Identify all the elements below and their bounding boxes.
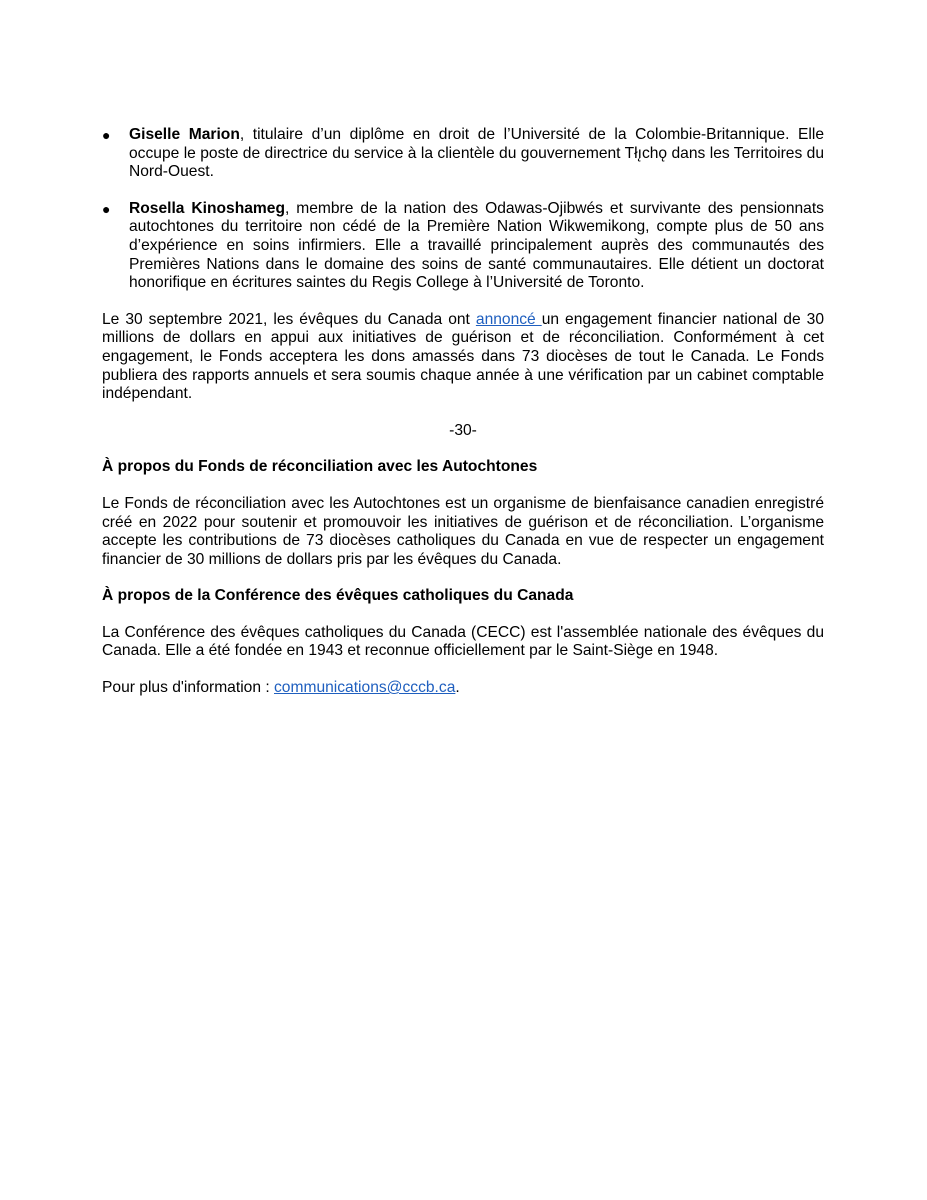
bullet-text: , membre de la nation des Odawas-Ojibwés et survivante des pensionnats autochtones du territoire non cédé de la Première Nation Wikwemikong, compte plus de 50 ans d’expérience en soins infirmiers. Elle a travaillé principalement auprès des communautés des Premières Nations dans le domaine des soins de santé communautaires. Elle détient un doctorat honorifique en écritures saintes du Regis College à l’Université de Toronto. xyxy=(129,199,824,292)
contact-prefix: Pour plus d'information : xyxy=(102,679,274,697)
cecc-section-body: La Conférence des évêques catholiques du Canada (CECC) est l'assemblée nationale des évêques du Canada. Elle a été fondée en 1943 et reconnue officiellement par le Saint-Siège en 1948. xyxy=(102,623,824,660)
contact-suffix: . xyxy=(455,679,460,697)
cecc-section-heading: À propos de la Conférence des évêques catholiques du Canada xyxy=(102,587,574,605)
announcement-link[interactable]: annoncé xyxy=(475,310,542,328)
announcement-text-after: un engagement financier national de 30 millions de dollars en appui aux initiatives de guérison et de réconciliation. Conformément à cet engagement, le Fonds acceptera les dons amassés dans 73 diocèses de tout le Canada. Le Fonds publiera des rapports annuels et sera soumis chaque année à une vérification par un cabinet comptable indépendant. xyxy=(102,310,824,403)
contact-line xyxy=(102,679,824,698)
bullet-icon: ● xyxy=(102,127,111,143)
announcement-paragraph xyxy=(102,311,824,404)
bullet-name: Rosella Kinoshameg xyxy=(129,199,285,217)
contact-email-link[interactable]: communications@cccb.ca xyxy=(274,679,456,697)
bullet-list xyxy=(102,126,824,293)
bullet-item-rosella-kinoshameg xyxy=(102,200,824,293)
bullet-icon: ● xyxy=(102,200,111,217)
bullet-item-giselle-marion xyxy=(102,126,824,182)
announcement-text-before: Le 30 septembre 2021, les évêques du Canada ont xyxy=(102,310,476,328)
document-page xyxy=(102,126,824,698)
bullet-text: , titulaire d’un diplôme en droit de l’Université de la Colombie-Britannique. Elle occupe le poste de directrice du service à la clientèle du gouvernement Tłı̨chǫ dans les Territoires du Nord-Ouest. xyxy=(129,126,824,181)
bullet-name: Giselle Marion xyxy=(129,126,240,143)
fund-section-heading: À propos du Fonds de réconciliation avec les Autochtones xyxy=(102,458,538,476)
fund-section-body: Le Fonds de réconciliation avec les Autochtones est un organisme de bienfaisance canadien enregistré créé en 2022 pour soutenir et promouvoir les initiatives de guérison et de réconciliation. L’organisme accepte les contributions de 73 diocèses catholiques du Canada en vue de respecter un engagement financier de 30 millions de dollars pris par les évêques du Canada. xyxy=(102,494,824,568)
end-mark: -30- xyxy=(449,421,477,439)
